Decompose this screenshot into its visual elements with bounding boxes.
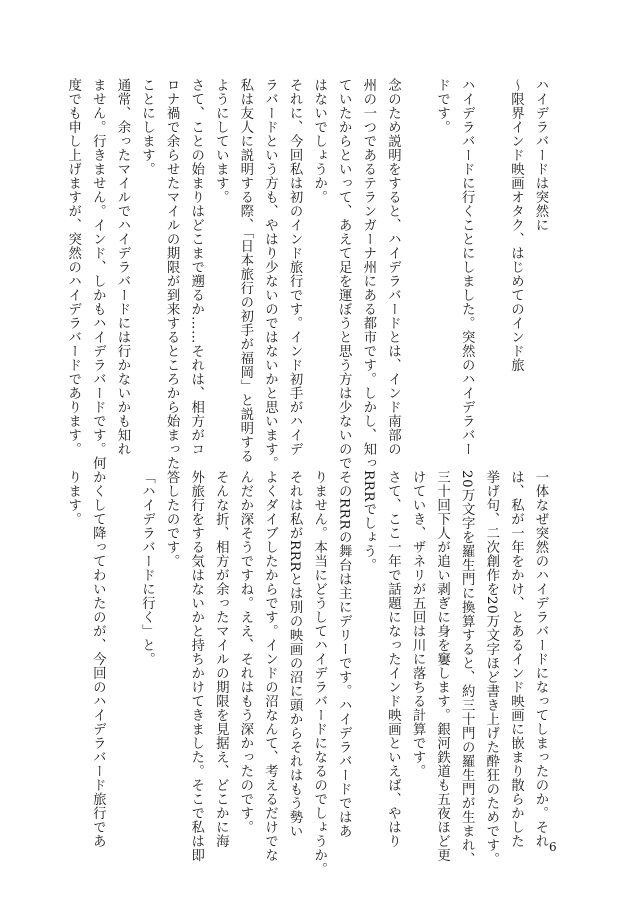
text-line: 念のため説明をすると、ハイデラバードとは、インド南部の bbox=[385, 78, 401, 456]
blank-line bbox=[109, 470, 134, 818]
bottom-text-block bbox=[65, 470, 552, 876]
text-line: は、私が一年をかけ、とあるインド映画に嵌まり散らかした bbox=[508, 470, 524, 848]
text-line: ハイデラバードに行くことにしました。突然のハイデラバー bbox=[459, 78, 475, 456]
text-line: 私は友人に説明する際、「日本旅行の初手が福岡」と説明する bbox=[237, 78, 253, 464]
text-line: ていたからといって、あえて足を運ぼうと思う方は少ないので bbox=[336, 78, 352, 470]
text-line: んだか深そうですね。ええ、それはもう深かったのです。 bbox=[237, 470, 253, 834]
text-line: そのRRRの舞台は主にデリーです。ハイデラバードではあ bbox=[336, 470, 352, 839]
text-line: 挙げ句、二次創作を20万文字ほど書き上げた酔狂のためです。 bbox=[483, 470, 499, 867]
text-line: 通常、余ったマイルでハイデラバードには行かないかも知れ bbox=[114, 78, 130, 456]
text-line: りません。本当にどうしてハイデラバードになるのでしょうか。 bbox=[311, 470, 327, 876]
text-line: はないでしょうか。 bbox=[311, 78, 327, 204]
blank-line bbox=[478, 78, 503, 410]
text-line: かくして降ってわいたのが、今回のハイデラバード旅行であ bbox=[90, 470, 106, 848]
top-text-block bbox=[65, 78, 552, 470]
text-line: 〜限界インド映画オタク、はじめてのインド旅 bbox=[508, 78, 524, 372]
blank-line bbox=[404, 78, 429, 410]
text-line: けていき、ザネリが五回は川に落ちる計算です。 bbox=[410, 470, 426, 778]
text-line: ことにします。 bbox=[139, 78, 155, 176]
text-line: ドです。 bbox=[434, 78, 450, 134]
text-line: 一体なぜ突然のハイデラバードになってしまったのか。それ bbox=[533, 470, 548, 848]
text-line: さて、ことの始まりはどこまで遡るか……それは、相方がコ bbox=[188, 78, 204, 456]
text-line: ります。 bbox=[65, 470, 81, 526]
text-line: そんな折、相方が余ったマイルの期限を見据え、どこかに海 bbox=[213, 470, 229, 848]
text-line: よくダイブしたからです。インドの沼なんて、考えるだけでな bbox=[262, 470, 278, 862]
text-line: 20万文字を羅生門に換算すると、約三十門の羅生門が生まれ、 bbox=[459, 470, 475, 867]
text-line: 州の一つであるテランガーナ州にある都市です。しかし、知っ bbox=[360, 78, 376, 470]
text-line: 答したのです。 bbox=[164, 470, 180, 568]
text-line: 「ハイデラバードに行く」と。 bbox=[139, 470, 155, 666]
text-line: ようにしています。 bbox=[213, 78, 229, 204]
text-line: RRRでしょう。 bbox=[360, 470, 376, 573]
text-line: ロナ禍で余らせたマイルの期限が到来するところから始まった bbox=[164, 78, 180, 470]
text-line: 三十回下人が追い剥ぎに身を窶します。銀河鉄道も五夜ほど更 bbox=[434, 470, 450, 862]
text-line: ません。行きません。インド、しかもハイデラバードです。何 bbox=[90, 78, 106, 470]
page-number: 6 bbox=[549, 840, 557, 854]
text-line: ハイデラバードは突然に bbox=[533, 78, 548, 232]
text-line: 外旅行をする気はないかと持ちかけてきました。そこで私は即 bbox=[188, 470, 204, 862]
text-line: さて、ここ一年で話題になったインド映画といえば、やはり bbox=[385, 470, 401, 848]
text-line: 度でも申し上げますが、突然のハイデラバードであります。 bbox=[65, 78, 81, 456]
text-line: ラバードという方も、やはり少ないのではないかと思います。 bbox=[262, 78, 278, 470]
text-line: それに、今回私は初のインド旅行です。インド初手がハイデ bbox=[287, 78, 303, 456]
text-line: それは私がRRRとは別の映画の沼に頭からそれはもう勢い bbox=[287, 470, 303, 839]
